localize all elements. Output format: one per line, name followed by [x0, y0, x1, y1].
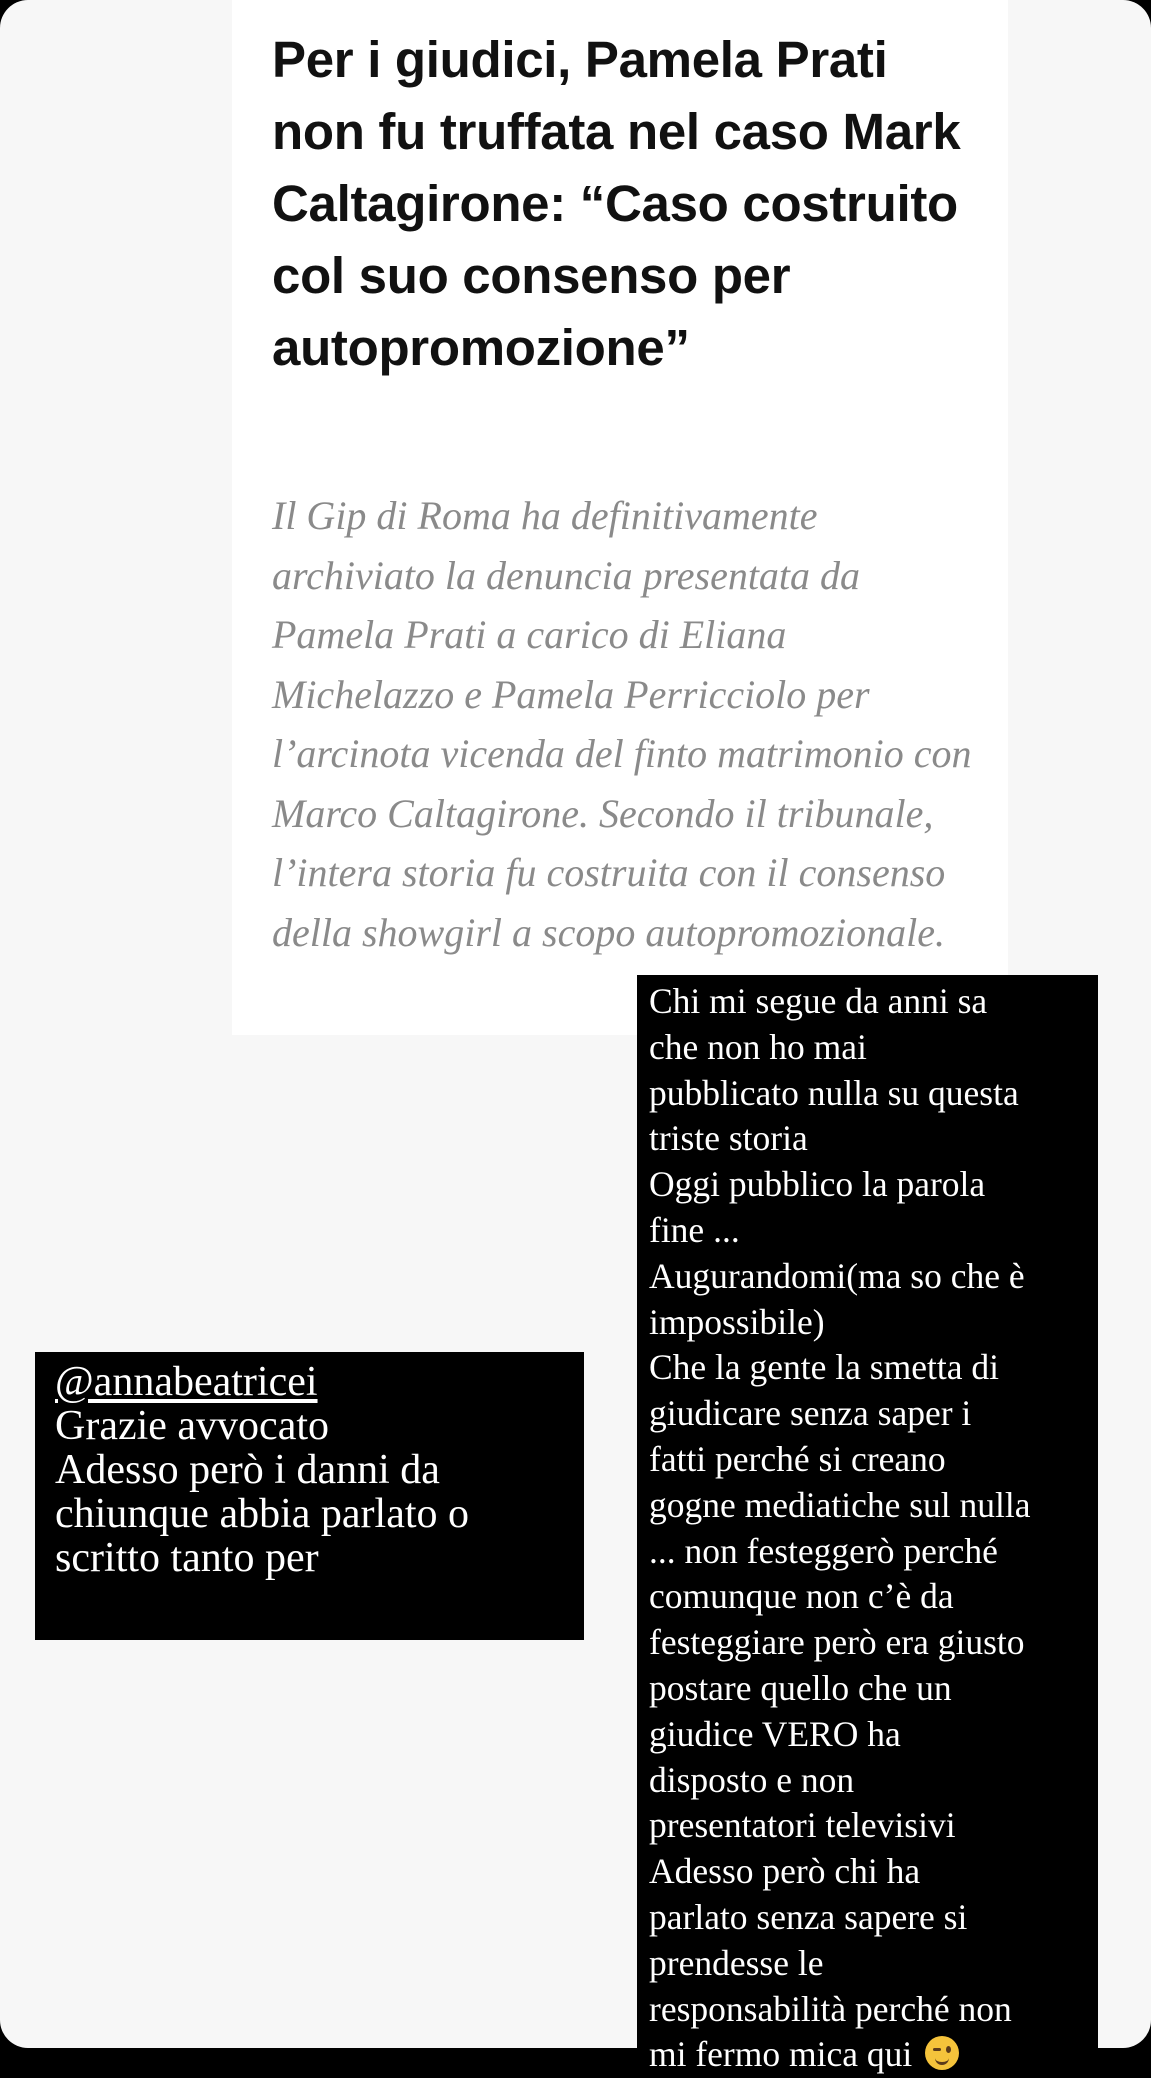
caption-right-line: gogne mediatiche sul nulla [649, 1484, 1031, 1525]
caption-right-line: festeggiare però era giusto [649, 1622, 1025, 1663]
caption-right-last-line [649, 2032, 1098, 2078]
caption-right-line: parlato senza sapere si [649, 1896, 968, 1937]
caption-right-line: Augurandomi(ma so che è [649, 1255, 1025, 1296]
caption-left-line: chiunque abbia parlato o [55, 1491, 470, 1537]
article-screenshot [232, 0, 1008, 1035]
caption-right-line: pubblicato nulla su questa [649, 1072, 1019, 1113]
caption-right-line: Che la gente la smetta di [649, 1347, 999, 1388]
caption-right-line-text: mi fermo mica qui [649, 2034, 913, 2075]
mention-link[interactable]: @annabeatricei [55, 1359, 318, 1405]
caption-right-line: Oggi pubblico la parola [649, 1164, 986, 1205]
caption-right-line: presentatori televisivi [649, 1805, 956, 1846]
caption-left-line: Grazie avvocato [55, 1403, 330, 1449]
caption-right-line: disposto e non [649, 1759, 855, 1800]
caption-right-line: postare quello che un [649, 1667, 952, 1708]
caption-right-line: fine ... [649, 1209, 740, 1250]
caption-right-line: giudicare senza saper i [649, 1393, 972, 1434]
caption-left-line: scritto tanto per [55, 1535, 319, 1581]
caption-right-line: fatti perché si creano [649, 1438, 946, 1479]
caption-right-line: giudice VERO ha [649, 1713, 901, 1754]
caption-right [637, 975, 1098, 2075]
caption-right-line: prendesse le [649, 1942, 824, 1983]
caption-right-line: impossibile) [649, 1301, 825, 1342]
caption-left-line: Adesso però i danni da [55, 1447, 440, 1493]
article-summary: Il Gip di Roma ha definitivamente archiviato la denuncia presentata da Pamela Prati a carico di Eliana Michelazzo e Pamela Perricciolo per l’arcinota vicenda del finto matrimonio con Marco Caltagirone. Secondo il tribunale, l’intera storia fu costruita con il consenso della showgirl a scopo autopromozionale. [272, 493, 972, 955]
caption-right-line: ... non festeggerò perché [649, 1530, 998, 1571]
caption-right-line: comunque non c’è da [649, 1576, 954, 1617]
caption-right-line: responsabilità perché non [649, 1988, 1012, 2029]
article-headline: Per i giudici, Pamela Prati non fu truffata nel caso Mark Caltagirone: “Caso costruito col suo consenso per autopromozione” [272, 31, 961, 376]
caption-left [35, 1352, 584, 1640]
winking-face-icon [925, 2036, 959, 2070]
caption-right-line: triste storia [649, 1118, 808, 1159]
caption-right-line: che non ho mai [649, 1026, 867, 1067]
caption-right-line: Adesso però chi ha [649, 1851, 921, 1892]
caption-right-line: Chi mi segue da anni sa [649, 981, 988, 1021]
